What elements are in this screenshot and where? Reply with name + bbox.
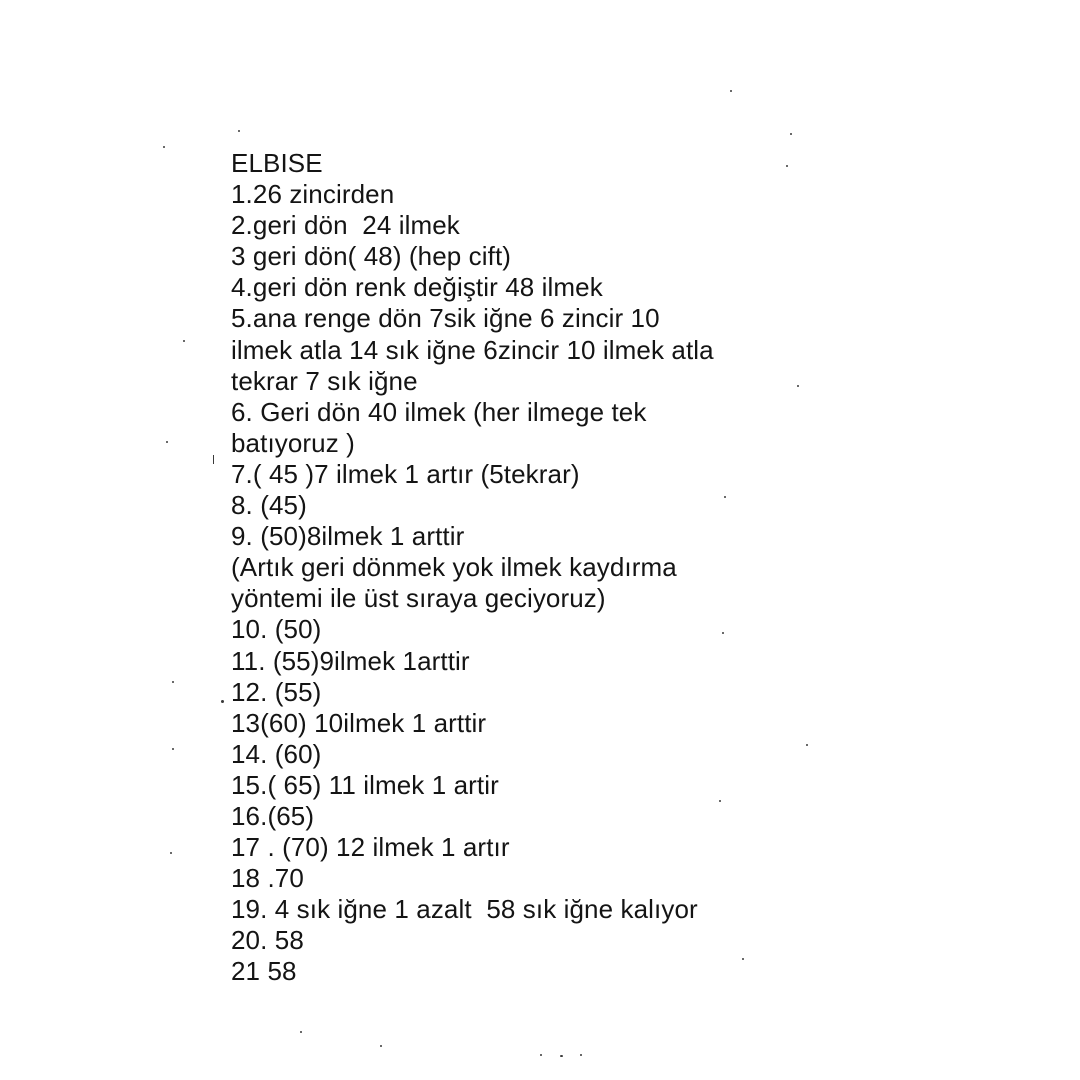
pattern-line: 2.geri dön 24 ilmek: [231, 210, 460, 241]
pattern-line: 14. (60): [231, 738, 322, 769]
dust-speck: [797, 385, 799, 387]
dust-speck: [172, 681, 174, 683]
dust-speck: [380, 1045, 382, 1047]
pattern-line: 8. (45): [231, 490, 307, 521]
dust-speck: [238, 130, 240, 132]
pattern-line: 18 .70: [231, 863, 304, 894]
dust-speck: [730, 90, 732, 92]
dust-speck: [213, 455, 214, 464]
document-title: ELBISE: [231, 148, 323, 178]
pattern-line: 12. (55): [231, 676, 322, 707]
pattern-line: ilmek atla 14 sık iğne 6zincir 10 ilmek atla: [231, 334, 714, 365]
dust-speck: [540, 1054, 542, 1056]
dust-speck: [790, 133, 792, 135]
pattern-line: 6. Geri dön 40 ilmek (her ilmege tek: [231, 396, 647, 427]
pattern-line: 17 . (70) 12 ilmek 1 artır: [231, 832, 510, 863]
pattern-line: 11. (55)9ilmek 1arttir: [231, 645, 470, 676]
pattern-line: 4.geri dön renk değiştir 48 ilmek: [231, 272, 603, 303]
dust-speck: [806, 744, 808, 746]
dust-speck: [166, 441, 168, 443]
pattern-line: 10. (50): [231, 614, 322, 645]
pattern-line: 13(60) 10ilmek 1 arttir: [231, 707, 487, 738]
dust-speck: [183, 340, 185, 342]
pattern-line: 19. 4 sık iğne 1 azalt 58 sık iğne kalıyor: [231, 894, 698, 925]
pattern-line: batıyoruz ): [231, 427, 355, 458]
pattern-line: yöntemi ile üst sıraya geciyoruz): [231, 583, 606, 614]
pattern-line: 1.26 zincirden: [231, 179, 395, 210]
dust-speck: [300, 1031, 302, 1033]
pattern-line: 7.( 45 )7 ilmek 1 artır (5tekrar): [231, 458, 580, 489]
dust-speck: [580, 1054, 582, 1056]
pattern-line: 3 geri dön( 48) (hep cift): [231, 241, 512, 272]
dust-speck: [172, 748, 174, 750]
pattern-text-block: [231, 148, 791, 988]
dust-speck: [163, 146, 165, 148]
pattern-line: 16.(65): [231, 800, 315, 831]
dust-speck: [221, 700, 224, 703]
pattern-line: 15.( 65) 11 ilmek 1 artir: [231, 769, 499, 800]
pattern-line: 5.ana renge dön 7sik iğne 6 zincir 10: [231, 303, 660, 334]
dust-speck: [170, 852, 172, 854]
pattern-line: (Artık geri dönmek yok ilmek kaydırma: [231, 552, 677, 583]
pattern-line: tekrar 7 sık iğne: [231, 365, 418, 396]
dust-speck: [560, 1055, 563, 1057]
pattern-line: 9. (50)8ilmek 1 arttir: [231, 521, 465, 552]
pattern-line: 21 58: [231, 956, 297, 987]
pattern-line: 20. 58: [231, 925, 304, 956]
